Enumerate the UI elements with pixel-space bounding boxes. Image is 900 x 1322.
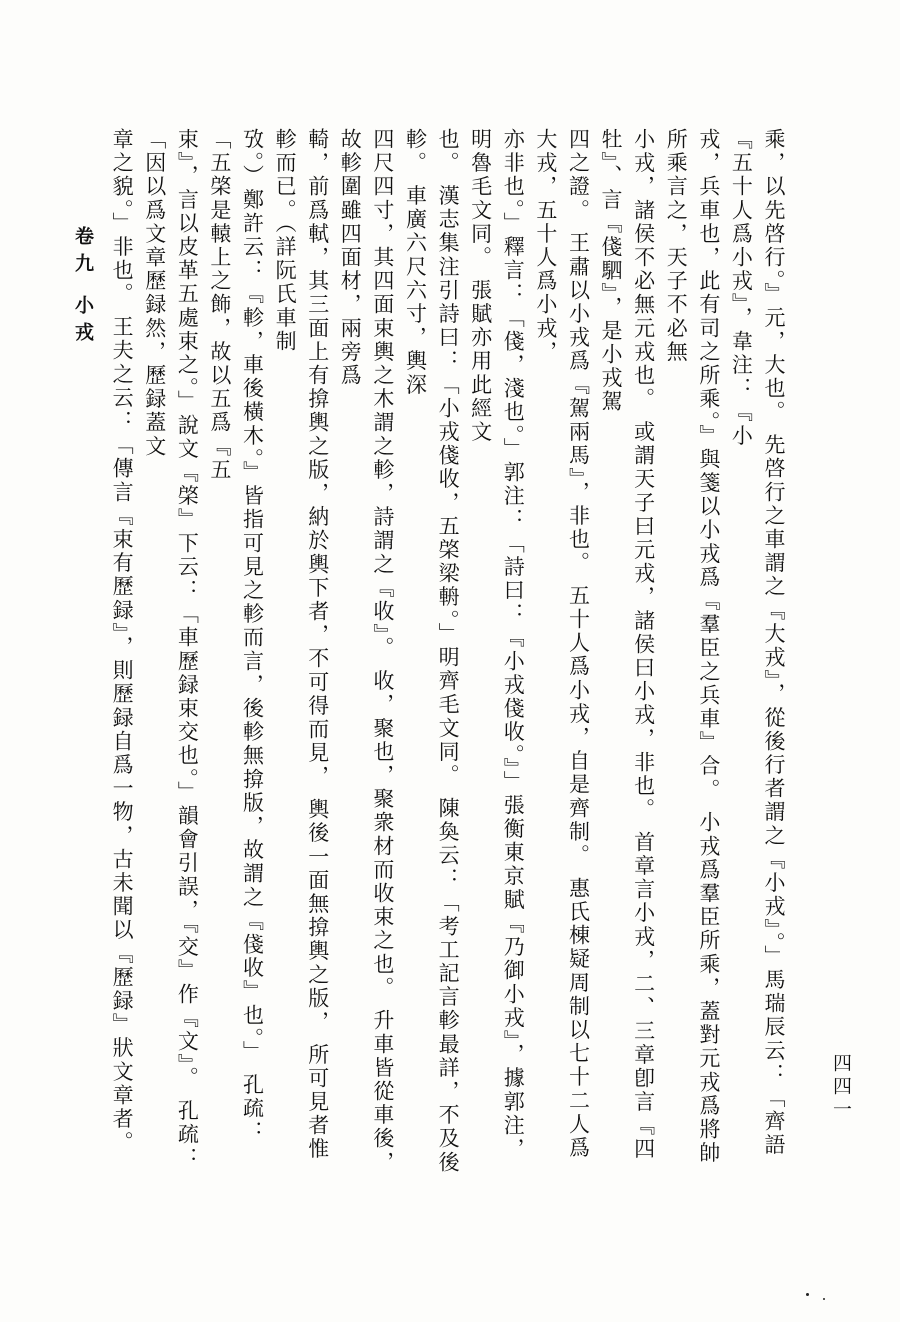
text-column: 戎，兵車也，此有司之所乘。』與箋以小戎爲『羣臣之兵車』合。 小戎爲羣臣所乘，蓋對元戎爲將帥所乘言之，天子不必無 xyxy=(664,128,721,1166)
page-number: 四四一 xyxy=(830,1053,852,1122)
text-column: 攷。）鄭許云：『軫，車後橫木。』皆指可見之軫而言，後軫無揜版，故謂之『俴收』也。」 孔疏：「五棨是轅上之飾，故以五爲『五 xyxy=(207,128,265,1145)
print-speck xyxy=(823,1298,825,1300)
vertical-body-text xyxy=(110,128,790,1178)
text-column: 輢，前爲軾，其三面上有揜輿之版，納於輿下者，不可得而見， 輿後一面無揜輿之版， 所可見者惟軫而已。（詳阮氏車制 xyxy=(273,128,330,1162)
running-header: 卷九 小戎 xyxy=(72,226,94,349)
text-column: 四之證。 王肅以小戎爲『駕兩馬』，非也。 五十人爲小戎，自是齊制。 惠氏棟疑周制以七十二人爲大戎，五十人爲小戎， xyxy=(533,128,591,1161)
text-column: 也。 漢志集注引詩曰：「小戎俴收，五棨梁輈。」明齊毛文同。 陳奐云：「考工記言軫最詳，不及後軫。 車廣六尺六寸，輿深 xyxy=(403,128,461,1175)
text-column: 章之貌。」非也。 王夫之云：「傳言『束有歷録』，則歷録自爲一物，古未聞以『歷録』狀文章者。 xyxy=(110,128,135,1155)
text-column: 四尺四寸，其四面束輿之木謂之軫，詩謂之『收』。 收，聚也，聚衆材而收束之也。 升車皆從車後，故軫圍雖四面材，兩旁爲 xyxy=(338,128,395,1175)
text-column: 亦非也。」釋言：「俴，淺也。」郭注：「詩曰：『小戎俴收。』」張衡東京賦『乃御小戎』，據郭注，明魯毛文同。 張賦亦用此經文 xyxy=(468,128,526,1162)
text-column: 束』，言以皮革五處束之。」說文『棨』下云：「車歷録束交也。」韻會引誤，『交』作『文』。 孔疏：「因以爲文章歷録然，歷録蓋文 xyxy=(142,128,200,1171)
text-column: 小戎，諸侯不必無元戎也。 或謂天子曰元戎，諸侯曰小戎，非也。 首章言小戎，二、三章卽言『四牡』、言『俴駟』，是小戎駕 xyxy=(599,128,656,1162)
print-speck xyxy=(806,1293,809,1296)
text-column: 乘，以先啓行。』元，大也。 先啓行之車謂之『大戎』，從後行者謂之『小戎』。」馬瑞辰云：「齊語『五十人爲小戎』，韋注：『小 xyxy=(729,128,786,1158)
